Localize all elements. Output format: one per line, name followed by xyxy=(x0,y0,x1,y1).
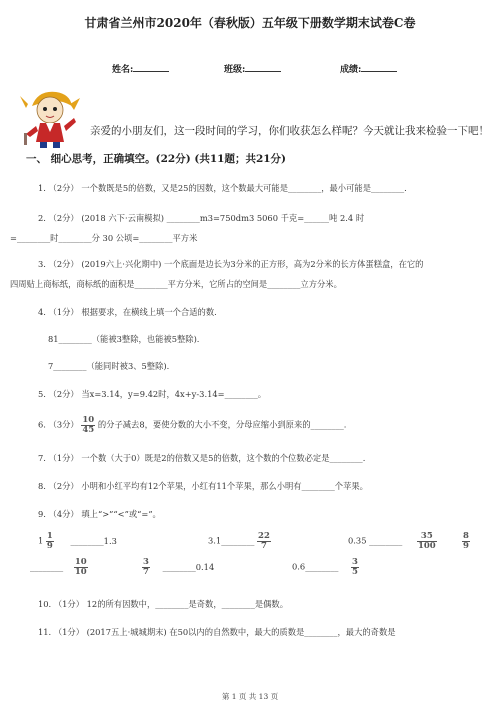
score-field xyxy=(340,62,397,75)
mascot-icon xyxy=(18,86,82,150)
question-2-line-2: =________时________分 30 公顷=________平方米 xyxy=(10,233,198,243)
question-6 xyxy=(38,416,346,434)
fraction: $\frac{3}{7}$ xyxy=(143,557,149,577)
section-1-title: 一、 细心思考，正确填空。(22分) (共11题；共21分) xyxy=(26,153,287,165)
fraction: $\frac{10}{10}$ xyxy=(74,557,87,577)
fraction: $\frac{22}{7}$ xyxy=(258,531,270,551)
question-1: 1. （2分） 一个数既是5的倍数，又是25的因数，这个数最大可能是________，最小可能是________. xyxy=(38,183,407,193)
question-4a: 81________（能被3整除，也能被5整除). xyxy=(48,334,200,344)
question-10: 10. （1分） 12的所有因数中，________是奇数，________是偶数。 xyxy=(38,599,289,609)
fraction: $\frac{8}{9}$ xyxy=(463,531,469,551)
question-3-line-1: 3. （2分） (2019六上·兴化期中) 一个底面是边长为3分米的正方形，高为2分米的长方体蛋糕盒，在它的 xyxy=(38,259,424,269)
class-label: 班级: xyxy=(224,65,246,75)
fraction: $\frac{35}{100}$ xyxy=(417,531,436,551)
score-blank[interactable] xyxy=(361,62,397,72)
question-2-line-1: 2. （2分） (2018 六下·云南模拟) ________m3=750dm3 5060 千克=______吨 2.4 时 xyxy=(38,213,365,223)
name-label: 姓名: xyxy=(112,65,134,75)
compare-item-c: 0.35 ________ $\frac{35}{100}$ xyxy=(348,531,436,551)
compare-item-e: ________ $\frac{10}{10}$ xyxy=(30,557,87,577)
fraction: $\frac{3}{5}$ xyxy=(352,557,358,577)
question-5: 5. （2分） 当x=3.14，y=9.42时，4x+y-3.14=________。 xyxy=(38,389,267,399)
question-7: 7. （1分） 一个数（大于0）既是2的倍数又是5的倍数，这个数的个位数必定是________. xyxy=(38,453,366,463)
compare-item-a: 1 $\frac{1}{9}$ ________1.3 xyxy=(38,531,117,551)
class-field xyxy=(224,62,281,75)
question-4: 4. （1分） 根据要求，在横线上填一个合适的数. xyxy=(38,307,217,317)
compare-item-b: 3.1________ $\frac{22}{7}$ xyxy=(208,531,270,551)
question-4b: 7________（能同时被3、5整除). xyxy=(48,361,170,371)
compare-item-d xyxy=(462,532,470,550)
page-footer: 第 1 页 共 13 页 xyxy=(221,692,279,701)
fraction: $\frac{10}{45}$ xyxy=(82,415,95,435)
class-blank[interactable] xyxy=(245,62,281,72)
score-label: 成绩: xyxy=(340,65,362,75)
question-8: 8. （2分） 小明和小红平均有12个苹果，小红有11个苹果，那么小明有________个苹果。 xyxy=(38,481,368,491)
greeting-text: 亲爱的小朋友们，这一段时间的学习，你们收获怎么样呢？今天就让我来检验一下吧！ xyxy=(90,125,489,137)
question-6-prefix: 6. （3分） xyxy=(38,419,79,430)
question-3-line-2: 四周贴上商标纸，商标纸的面积是________平方分米，它所占的空间是________立方分米。 xyxy=(10,279,342,289)
name-field xyxy=(112,62,169,75)
question-11: 11. （1分） (2017五上·城城期末) 在50以内的自然数中，最大的质数是________，最大的奇数是 xyxy=(38,627,396,637)
question-6-suffix: 的分子减去8，要使分数的大小不变，分母应缩小到原来的________. xyxy=(97,419,347,430)
fraction: $\frac{1}{9}$ xyxy=(46,531,53,551)
page-title: 甘肃省兰州市2020年（春秋版）五年级下册数学期末试卷C卷 xyxy=(84,16,416,30)
name-blank[interactable] xyxy=(133,62,169,72)
compare-item-f: $\frac{3}{7}$ ________0.14 xyxy=(143,557,215,577)
question-9: 9. （4分） 填上“>”“<”或“=”。 xyxy=(38,509,161,519)
compare-item-g: 0.6________ $\frac{3}{5}$ xyxy=(292,557,358,577)
